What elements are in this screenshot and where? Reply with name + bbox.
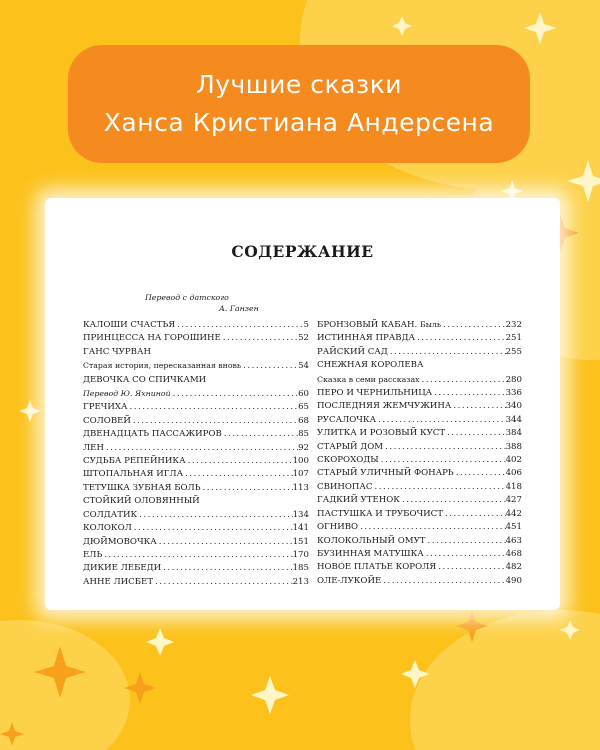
toc-entry[interactable] — [83, 359, 309, 373]
toc-entry[interactable] — [83, 442, 309, 455]
dot-leader — [383, 441, 505, 454]
toc-entry-page: 185 — [292, 563, 309, 574]
dot-leader — [171, 388, 298, 401]
dot-leader — [137, 509, 292, 522]
toc-entry-title: ПАСТУШКА И ТРУБОЧИСТ — [317, 508, 443, 519]
toc-entry-title: ПОСЛЕДНЯЯ ЖЕМЧУЖИНА — [317, 401, 452, 412]
dot-leader — [373, 481, 506, 494]
toc-entry-title: БУЗИННАЯ МАТУШКА — [317, 548, 424, 559]
toc-entry-page: 68 — [298, 415, 309, 426]
dot-leader — [161, 562, 292, 575]
toc-entry-page: 402 — [505, 455, 522, 466]
dot-leader — [128, 401, 299, 414]
toc-entry[interactable] — [317, 561, 522, 574]
toc-entry-title: ИСТИННАЯ ПРАВДА — [317, 333, 416, 344]
toc-entry[interactable] — [317, 400, 522, 413]
toc-entry-title: СОЛДАТИК — [83, 509, 138, 520]
toc-entry[interactable] — [83, 468, 309, 481]
toc-entry-title: СВИНОПАС — [317, 481, 373, 492]
toc-entry[interactable] — [83, 387, 309, 401]
toc-entry[interactable] — [317, 414, 522, 427]
toc-entry[interactable] — [317, 332, 522, 345]
contents-page — [45, 198, 560, 610]
toc-entry-page: 213 — [292, 576, 309, 587]
dot-leader — [186, 455, 293, 468]
toc-entry-title: РАЙСКИЙ САД — [317, 346, 388, 357]
toc-entry[interactable] — [317, 373, 522, 387]
dot-leader — [241, 360, 298, 373]
dot-leader — [201, 482, 293, 495]
toc-entry-title: СУДЬБА РЕПЕЙНИКА — [83, 456, 186, 467]
dot-leader — [415, 332, 506, 345]
dot-leader — [157, 536, 293, 549]
translator-note: Перевод с датского — [145, 293, 229, 302]
dot-leader — [222, 428, 298, 441]
toc-entry-page: 107 — [292, 469, 309, 480]
dot-leader — [183, 468, 293, 481]
toc-entry-page: 280 — [505, 374, 522, 385]
toc-entry-subtitle: Сказка в семи рассказах — [317, 374, 420, 384]
toc-entry-page: 490 — [505, 575, 522, 586]
dot-leader — [432, 387, 505, 400]
toc-entry-page: 65 — [298, 402, 309, 413]
toc-entry-title: КОЛОКОЛЬНЫЙ ОМУТ — [317, 535, 426, 546]
toc-entry-page: 463 — [505, 535, 522, 546]
toc-entry-title: ОГНИВО — [317, 522, 359, 533]
dot-leader — [400, 494, 506, 507]
toc-entry[interactable] — [83, 536, 309, 549]
toc-entry[interactable] — [317, 508, 522, 521]
toc-entry-page: 418 — [505, 481, 522, 492]
toc-entry-page: 54 — [298, 361, 309, 372]
toc-entry-title: НОВОЕ ПЛАТЬЕ КОРОЛЯ — [317, 562, 437, 573]
toc-entry-page: 340 — [505, 401, 522, 412]
toc-entry-title: КОЛОКОЛ — [83, 523, 132, 534]
toc-entry-title[interactable]: ДЕВОЧКА СО СПИЧКАМИ — [83, 374, 207, 385]
toc-entry-page: 141 — [292, 523, 309, 534]
dot-leader — [454, 467, 506, 480]
sparkle-icon — [251, 676, 289, 714]
toc-entry[interactable] — [317, 575, 522, 588]
dot-leader — [376, 414, 505, 427]
toc-entry-page: 344 — [505, 414, 522, 425]
toc-entry[interactable] — [83, 482, 309, 495]
toc-entry-title: КАЛОШИ СЧАСТЬЯ — [83, 320, 176, 330]
toc-entry-subtitle: Быль — [419, 320, 442, 329]
dot-leader — [426, 535, 506, 548]
toc-entry-page: 151 — [292, 536, 309, 547]
dot-leader — [443, 508, 506, 521]
toc-entry-title: БРОНЗОВЫЙ КАБАН. — [317, 320, 418, 330]
toc-entry-page: 468 — [505, 548, 522, 559]
toc-entry-page: 113 — [292, 482, 309, 493]
toc-entry[interactable] — [317, 318, 522, 332]
dot-leader — [445, 427, 505, 440]
toc-entry-title: ПРИНЦЕССА НА ГОРОШИНЕ — [83, 333, 221, 344]
dot-leader — [102, 549, 292, 562]
dot-leader — [131, 415, 298, 428]
banner-title-line-1: Лучшие сказки — [195, 70, 403, 99]
toc-entry-title: ЛЕН — [83, 442, 104, 453]
toc-entry[interactable] — [83, 522, 309, 535]
toc-entry-title: ГРЕЧИХА — [83, 402, 128, 413]
dot-leader — [175, 319, 303, 332]
toc-entry-subtitle: Перевод Ю. Яхниной — [83, 389, 171, 399]
toc-entry[interactable] — [83, 428, 309, 441]
toc-entry-title: АННЕ ЛИСБЕТ — [83, 576, 154, 587]
banner-title-line-2: Ханса Кристиана Андерсена — [103, 108, 495, 137]
toc-entry[interactable] — [83, 549, 309, 562]
toc-entry-title: ТЕТУШКА ЗУБНАЯ БОЛЬ — [83, 482, 201, 493]
toc-entry[interactable] — [83, 455, 309, 468]
toc-entry-page: 427 — [505, 495, 522, 506]
contents-column-left — [83, 292, 309, 589]
sparkle-icon — [146, 628, 174, 656]
toc-entry-title: ШТОПАЛЬНАЯ ИГЛА — [83, 469, 184, 480]
toc-entry[interactable] — [317, 535, 522, 548]
dot-leader — [221, 332, 298, 345]
contents-column-right — [317, 318, 522, 588]
sparkle-icon — [19, 400, 41, 422]
toc-entry-page: 336 — [505, 388, 522, 399]
dot-leader — [451, 400, 505, 413]
toc-entry-page: 451 — [505, 522, 522, 533]
contents-heading: СОДЕРЖАНИЕ — [231, 242, 374, 261]
toc-entry[interactable] — [317, 441, 522, 454]
dot-leader — [132, 522, 293, 535]
toc-entry-page: 442 — [505, 508, 522, 519]
dot-leader — [436, 561, 505, 574]
toc-entry[interactable] — [83, 332, 309, 345]
toc-entry[interactable] — [317, 494, 522, 507]
toc-entry-title: УЛИТКА И РОЗОВЫЙ КУСТ — [317, 428, 446, 439]
toc-entry-page: 384 — [505, 428, 522, 439]
toc-entry[interactable] — [83, 401, 309, 414]
toc-entry-page: 251 — [505, 333, 522, 344]
dot-leader — [358, 521, 506, 534]
dot-leader — [379, 454, 506, 467]
toc-entry-page: 5 — [303, 320, 309, 330]
toc-entry[interactable] — [317, 346, 522, 359]
toc-entry[interactable] — [317, 481, 522, 494]
toc-entry[interactable] — [83, 415, 309, 428]
toc-entry[interactable] — [317, 548, 522, 561]
dot-leader — [441, 319, 505, 332]
dot-leader — [388, 346, 506, 359]
toc-entry[interactable] — [83, 576, 309, 589]
dot-leader — [420, 374, 506, 387]
toc-entry-title: СКОРОХОДЫ — [317, 455, 379, 466]
dot-leader — [381, 575, 505, 588]
toc-entry-subtitle: Старая история, пересказанная вновь — [83, 361, 242, 371]
toc-entry-page: 482 — [505, 562, 522, 573]
toc-entry-page: 100 — [292, 456, 309, 467]
toc-entry-page: 232 — [505, 320, 522, 330]
toc-entry[interactable] — [83, 509, 309, 522]
translator-name: А. Ганзен — [219, 304, 259, 313]
toc-entry-page: 60 — [298, 389, 309, 400]
dot-leader — [153, 576, 293, 589]
toc-entry[interactable] — [317, 427, 522, 440]
title-banner — [68, 45, 530, 163]
toc-entry-title[interactable]: СНЕЖНАЯ КОРОЛЕВА — [317, 360, 424, 371]
toc-entry-title: РУСАЛОЧКА — [317, 414, 377, 425]
toc-entry-title: ДЮЙМОВОЧКА — [83, 536, 157, 547]
toc-entry-title: ОЛЕ-ЛУКОЙЕ — [317, 575, 382, 586]
toc-entry-title: ДВЕНАДЦАТЬ ПАССАЖИРОВ — [83, 429, 222, 440]
toc-entry[interactable] — [317, 454, 522, 467]
toc-entry-title: ДИКИЕ ЛЕБЕДИ — [83, 563, 162, 574]
toc-entry-page: 52 — [298, 333, 309, 344]
toc-entry-page: 92 — [298, 442, 309, 453]
dot-leader — [424, 548, 506, 561]
toc-entry-title: ПЕРО И ЧЕРНИЛЬНИЦА — [317, 388, 433, 399]
toc-entry-title[interactable]: ГАНС ЧУРВАН — [83, 346, 151, 357]
toc-entry-page: 255 — [505, 346, 522, 357]
toc-entry-page: 388 — [505, 441, 522, 452]
toc-entry-title[interactable]: СТОЙКИЙ ОЛОВЯННЫЙ — [83, 496, 200, 507]
dot-leader — [104, 442, 298, 455]
toc-entry-title: ЕЛЬ — [83, 549, 103, 560]
toc-entry-page: 85 — [298, 429, 309, 440]
toc-entry[interactable] — [317, 387, 522, 400]
toc-entry-title: СТАРЫЙ ДОМ — [317, 441, 384, 452]
toc-entry-title: СОЛОВЕЙ — [83, 415, 131, 426]
toc-entry[interactable] — [83, 562, 309, 575]
toc-entry-page: 134 — [292, 509, 309, 520]
light-blob — [0, 620, 130, 750]
toc-entry-page: 406 — [505, 468, 522, 479]
toc-entry-title: СТАРЫЙ УЛИЧНЫЙ ФОНАРЬ — [317, 468, 454, 479]
toc-entry[interactable] — [317, 521, 522, 534]
toc-entry[interactable] — [83, 319, 309, 332]
toc-entry-title: ГАДКИЙ УТЕНОК — [317, 495, 400, 506]
toc-entry[interactable] — [317, 467, 522, 480]
toc-entry-page: 170 — [292, 549, 309, 560]
